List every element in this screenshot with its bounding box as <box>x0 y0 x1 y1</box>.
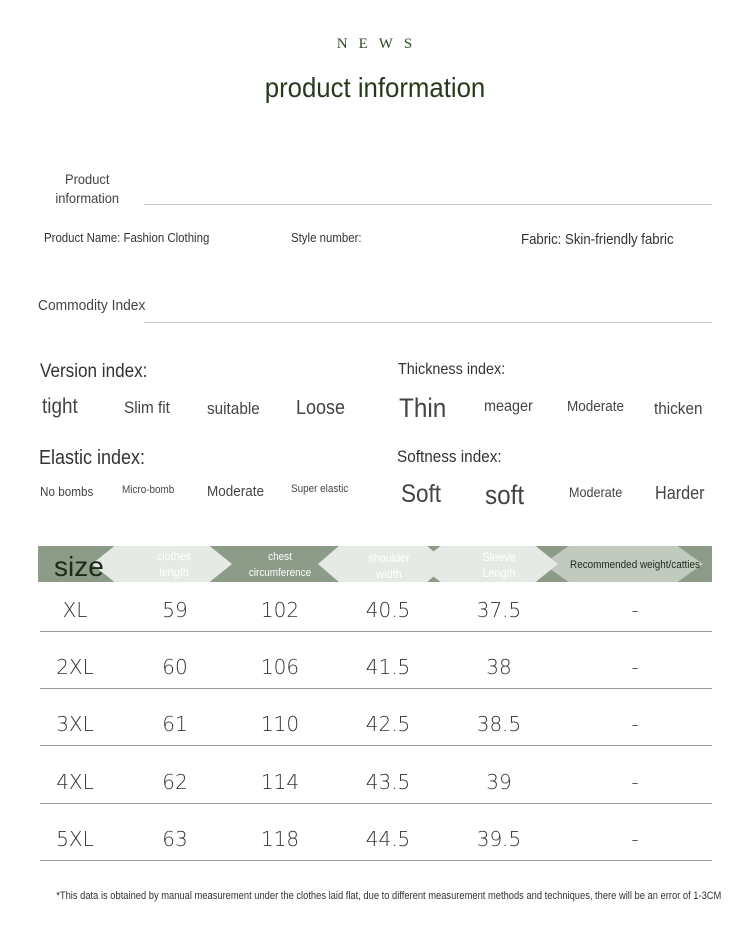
cell-chest: 110 <box>260 712 300 737</box>
thickness-option-meager: meager <box>484 398 533 415</box>
header-chest <box>243 549 317 581</box>
cell-size: 3XL <box>56 712 94 737</box>
version-option-suitable: suitable <box>207 399 260 418</box>
softness-option-soft: Soft <box>401 480 442 508</box>
cell-sleeve: 39.5 <box>476 826 522 851</box>
footnote: *This data is obtained by manual measurement under the clothes laid flat, due to different measurement methods and techniques, there will be an error of 1-3CM <box>56 890 722 902</box>
cell-clothes-length: 62 <box>162 769 188 794</box>
cell-sleeve: 38 <box>486 655 512 680</box>
version-option-tight: tight <box>42 395 78 418</box>
thickness-option-thin: Thin <box>399 393 447 423</box>
elastic-index-title: Elastic index: <box>39 447 146 469</box>
header-clothes-length-line1: clothes <box>156 549 192 563</box>
cell-clothes-length: 59 <box>162 598 188 622</box>
cell-weight: - <box>631 655 639 680</box>
header-sleeve-line2: Length <box>482 566 516 580</box>
fabric: Fabric: Skin-friendly fabric <box>521 231 674 248</box>
cell-size: 2XL <box>56 655 94 680</box>
cell-chest: 118 <box>260 826 300 851</box>
page-title: product information <box>264 72 486 103</box>
elastic-option-micro-bomb: Micro-bomb <box>122 484 175 496</box>
cell-size: 4XL <box>56 769 94 794</box>
cell-sleeve: 37.5 <box>476 598 522 622</box>
thickness-option-thicken: thicken <box>654 399 703 418</box>
cell-size: XL <box>62 598 88 622</box>
cell-weight: - <box>631 826 639 851</box>
cell-weight: - <box>631 598 639 622</box>
cell-shoulder: 40.5 <box>365 598 411 622</box>
product-info-label <box>55 171 119 206</box>
cell-sleeve: 38.5 <box>476 712 522 737</box>
thickness-index-title: Thickness index: <box>398 361 506 378</box>
header-shoulder <box>358 550 421 582</box>
cell-chest: 114 <box>260 769 300 794</box>
row-divider <box>40 745 712 746</box>
cell-weight: - <box>631 712 639 737</box>
commodity-index-label: Commodity Index <box>38 297 146 314</box>
header-shoulder-line2: width <box>376 567 402 581</box>
product-info-label-line2: information <box>55 190 120 206</box>
header-size: size <box>54 551 104 582</box>
cell-shoulder: 41.5 <box>365 655 411 680</box>
header-clothes-length <box>143 548 206 580</box>
product-name: Product Name: Fashion Clothing <box>44 230 210 245</box>
cell-clothes-length: 60 <box>162 655 188 680</box>
header-shoulder-line1: shoulder <box>368 551 410 565</box>
cell-weight: - <box>631 769 639 794</box>
elastic-option-moderate: Moderate <box>207 483 265 500</box>
cell-chest: 106 <box>260 655 300 680</box>
row-divider <box>40 631 712 632</box>
header-chest-line1: chest <box>268 551 292 563</box>
product-info-rule <box>144 204 712 205</box>
style-number: Style number: <box>291 230 362 245</box>
cell-shoulder: 44.5 <box>365 826 411 851</box>
softness-option-harder: Harder <box>655 483 705 503</box>
softness-index-title: Softness index: <box>397 447 502 466</box>
cell-sleeve: 39 <box>486 769 512 794</box>
header-weight: Recommended weight/catties <box>570 559 700 571</box>
news-label: NEWS <box>336 36 424 52</box>
row-divider <box>40 688 712 689</box>
header-sleeve <box>468 549 531 581</box>
header-sleeve-line1: Sleeve <box>482 550 516 564</box>
cell-shoulder: 43.5 <box>365 769 411 794</box>
version-option-slim-fit: Slim fit <box>124 398 170 417</box>
softness-option-soft-alt: soft <box>485 480 525 510</box>
cell-size: 5XL <box>56 826 94 851</box>
thickness-option-moderate: Moderate <box>567 398 625 415</box>
row-divider <box>40 803 712 804</box>
header-chest-line2: circumference <box>248 567 312 579</box>
cell-clothes-length: 63 <box>162 826 188 851</box>
elastic-option-super-elastic: Super elastic <box>291 483 349 495</box>
row-divider <box>40 860 712 861</box>
elastic-option-no-bombs: No bombs <box>40 484 94 499</box>
cell-chest: 102 <box>260 598 300 622</box>
commodity-index-rule <box>144 322 712 323</box>
softness-option-moderate: Moderate <box>569 484 623 500</box>
header-clothes-length-line2: length <box>159 565 189 579</box>
version-option-loose: Loose <box>296 397 346 419</box>
cell-shoulder: 42.5 <box>365 712 411 737</box>
product-info-label-line1: Product <box>65 171 110 187</box>
version-index-title: Version index: <box>40 361 148 382</box>
cell-clothes-length: 61 <box>162 712 188 737</box>
